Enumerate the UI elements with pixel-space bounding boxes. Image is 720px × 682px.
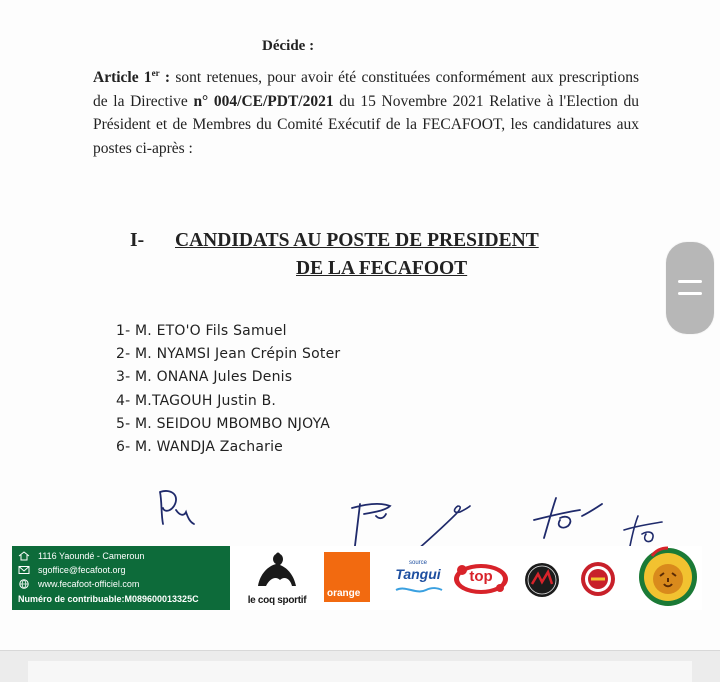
list-item: 2- M. NYAMSI Jean Crépin Soter bbox=[116, 346, 341, 363]
signature-5 bbox=[622, 512, 668, 548]
tangui-wave-icon bbox=[392, 585, 444, 595]
fecafoot-lion-crest-logo bbox=[638, 546, 698, 608]
address-text: 1116 Yaoundé - Cameroun bbox=[38, 551, 145, 561]
list-item: 3- M. ONANA Jules Denis bbox=[116, 369, 293, 386]
section-title-line-1: CANDIDATS AU POSTE DE PRESIDENT bbox=[175, 230, 539, 251]
lecoq-sportif-logo bbox=[246, 550, 308, 608]
signature-4 bbox=[530, 494, 606, 542]
signature-1 bbox=[150, 486, 198, 530]
tangui-label: Tangui bbox=[395, 566, 441, 582]
mail-icon bbox=[18, 565, 30, 575]
lecoq-label: le coq sportif bbox=[247, 595, 307, 606]
email-row bbox=[18, 563, 230, 577]
top-logo bbox=[452, 560, 510, 598]
scroll-handle[interactable] bbox=[665, 241, 715, 335]
list-item: 4- M.TAGOUH Justin B. bbox=[116, 392, 277, 409]
dark-round-logo bbox=[524, 562, 560, 598]
letterhead-footer bbox=[12, 546, 702, 610]
orange-label: orange bbox=[327, 588, 361, 599]
directive-reference: n° 004/CE/PDT/2021 bbox=[193, 92, 334, 110]
anniversary-round-logo bbox=[579, 560, 617, 598]
email-text: sgoffice@fecafoot.org bbox=[38, 565, 126, 575]
rooster-icon bbox=[246, 550, 308, 590]
home-icon bbox=[18, 551, 30, 561]
list-item: 5- M. SEIDOU MBOMBO NJOYA bbox=[116, 415, 331, 432]
contact-block bbox=[12, 546, 230, 610]
next-page-edge bbox=[0, 650, 720, 682]
section-title-line-2: DE LA FECAFOOT bbox=[296, 258, 468, 279]
decide-heading: Décide : bbox=[262, 38, 315, 54]
list-item: 6- M. WANDJA Zacharie bbox=[116, 439, 283, 456]
list-item: 1- M. ETO'O Fils Samuel bbox=[116, 323, 287, 339]
article-text-b: du 15 Novembre 2021 Relative à l'Election du Président et de Membres du Comité Exécutif de la FECAFOOT, les candidatures aux postes ci-après : bbox=[93, 92, 639, 157]
article-label: Article 1er : bbox=[93, 68, 171, 86]
tangui-small-label: source bbox=[408, 560, 427, 566]
orange-logo bbox=[324, 552, 370, 602]
tangui-logo bbox=[392, 560, 444, 600]
candidate-list bbox=[116, 320, 340, 459]
section-number: I- bbox=[130, 230, 145, 251]
article-1-paragraph bbox=[93, 66, 639, 160]
globe-icon bbox=[18, 579, 30, 589]
top-label: top bbox=[469, 568, 493, 585]
address-row bbox=[18, 549, 230, 563]
website-row bbox=[18, 577, 230, 591]
website-text: www.fecafoot-officiel.com bbox=[38, 579, 140, 589]
tax-number: Numéro de contribuable:M089600013325C bbox=[18, 594, 199, 604]
article-text-a: sont retenues, pour avoir été constituées conformément aux prescriptions de la Directive bbox=[93, 69, 639, 110]
